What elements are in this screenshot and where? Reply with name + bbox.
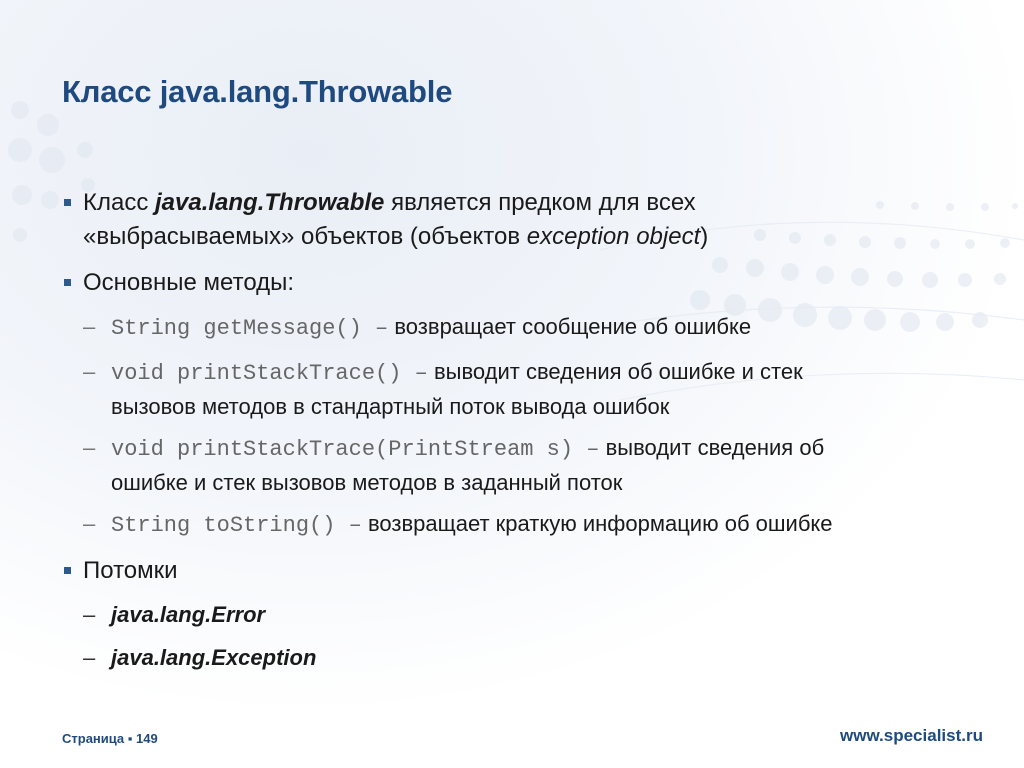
- method-description: возвращает краткую информацию об ошибке: [361, 511, 833, 536]
- page-number: Страница ▪ 149: [62, 731, 158, 746]
- bullet-text-prefix: Класс: [83, 189, 155, 216]
- descendant-class-name: java.lang.Exception: [111, 645, 317, 670]
- slide-title: Класс java.lang.Throwable: [62, 74, 453, 109]
- bullet-text-line2: «выбрасываемых» объектов (объектов: [83, 223, 527, 250]
- bullet-label: Потомки: [83, 557, 178, 584]
- exception-object-term: exception object: [526, 223, 701, 250]
- bullet-text-suffix: ): [700, 223, 709, 250]
- method-signature: String getMessage() –: [111, 316, 389, 341]
- dash-marker: –: [83, 314, 96, 339]
- dash-marker: –: [83, 435, 96, 460]
- method-description: выводит сведения об ошибке и стек: [427, 359, 803, 384]
- square-bullet-icon: [64, 199, 71, 206]
- square-bullet-icon: [64, 567, 71, 574]
- bullet-main-methods: [62, 266, 972, 300]
- method-item: [62, 355, 972, 423]
- bullet-throwable-description: [62, 186, 972, 254]
- site-url: www.specialist.ru: [840, 726, 983, 745]
- dash-marker: –: [83, 359, 96, 384]
- method-description: выводит сведения об: [599, 435, 825, 460]
- method-signature: void printStackTrace(PrintStream s) –: [111, 437, 600, 462]
- descendant-class-name: java.lang.Error: [111, 602, 266, 627]
- class-name: java.lang.Throwable: [155, 189, 385, 216]
- method-signature: String toString() –: [111, 513, 362, 538]
- method-item: [62, 431, 972, 499]
- dash-marker: –: [83, 602, 96, 627]
- bullet-descendants: [62, 554, 972, 588]
- dash-marker: –: [83, 645, 96, 670]
- slide-content: [62, 186, 972, 674]
- dash-marker: –: [83, 511, 96, 536]
- bullet-label: Основные методы:: [83, 269, 295, 296]
- descendant-item: [62, 598, 972, 631]
- method-description-continued: ошибке и стек вызовов методов в заданный поток: [111, 470, 623, 495]
- bullet-text-middle: является предком для всех: [384, 189, 696, 216]
- method-signature: void printStackTrace() –: [111, 361, 428, 386]
- method-item: [62, 310, 972, 345]
- method-description-continued: вызовов методов в стандартный поток вывода ошибок: [111, 394, 670, 419]
- descendant-item: [62, 641, 972, 674]
- square-bullet-icon: [64, 279, 71, 286]
- method-description: возвращает сообщение об ошибке: [388, 314, 752, 339]
- method-item: [62, 507, 972, 542]
